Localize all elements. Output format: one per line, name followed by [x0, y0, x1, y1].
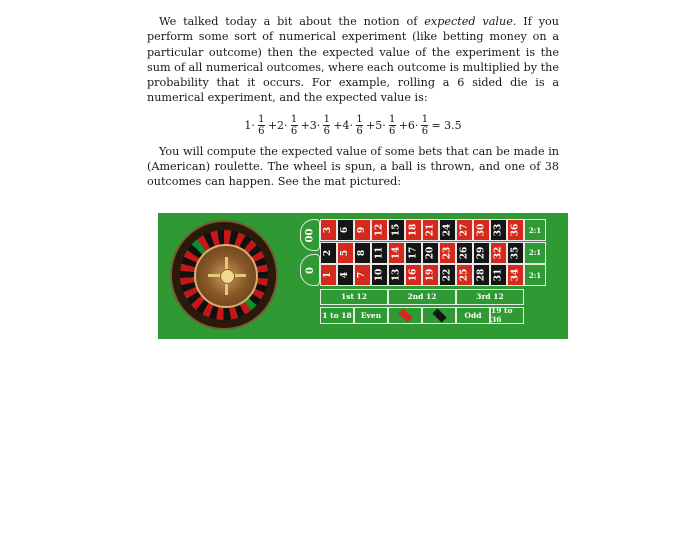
number-label: 26	[459, 246, 470, 259]
zeros-column	[300, 219, 320, 287]
number-chip	[491, 265, 506, 285]
number-label: 15	[391, 223, 402, 237]
equation-fraction	[356, 114, 363, 137]
number-chip	[457, 220, 472, 240]
number-cell[interactable]	[439, 264, 456, 286]
number-label: 13	[391, 268, 402, 282]
column-bet-cell[interactable]: 2:1	[524, 219, 546, 241]
number-label: 7	[357, 271, 368, 279]
number-cell[interactable]	[405, 264, 422, 286]
intro-text-1: We talked today a bit about the notion of	[159, 15, 425, 28]
number-chip	[491, 220, 506, 240]
number-label: 6	[340, 226, 351, 234]
fraction-denominator: 6	[389, 126, 396, 138]
number-label: 28	[476, 268, 487, 282]
fraction-denominator: 6	[258, 126, 265, 138]
number-label: 18	[408, 223, 419, 237]
number-chip	[508, 243, 523, 263]
paragraph-intro	[147, 14, 559, 106]
number-label: 25	[459, 268, 470, 282]
number-chip	[321, 265, 336, 285]
equation-result: = 3.5	[431, 119, 462, 133]
number-cell[interactable]	[422, 264, 439, 286]
number-chip	[423, 265, 438, 285]
fraction-numerator: 1	[290, 114, 298, 126]
number-chip	[389, 265, 404, 285]
number-label: 35	[510, 246, 521, 259]
number-chip	[338, 220, 353, 240]
number-cell[interactable]	[371, 219, 388, 241]
number-chip	[372, 243, 387, 263]
number-label: 29	[476, 246, 487, 259]
number-label: 12	[374, 223, 385, 237]
number-chip	[372, 265, 387, 285]
number-chip	[474, 265, 489, 285]
number-label: 3	[323, 226, 334, 234]
number-label: 1	[323, 271, 334, 279]
number-cell[interactable]	[354, 219, 371, 241]
number-cell[interactable]	[337, 242, 354, 264]
number-label: 23	[442, 246, 453, 259]
number-label: 33	[493, 223, 504, 237]
number-chip	[491, 243, 506, 263]
number-cell[interactable]	[388, 219, 405, 241]
number-label: 11	[374, 246, 385, 259]
number-chip	[406, 243, 421, 263]
number-label: 19	[425, 268, 436, 282]
fraction-numerator: 1	[356, 114, 363, 126]
number-chip	[355, 265, 370, 285]
fraction-numerator: 1	[258, 114, 265, 126]
number-chip	[321, 220, 336, 240]
number-cell[interactable]	[354, 264, 371, 286]
equation-term: +2·	[267, 119, 288, 133]
number-chip	[440, 265, 455, 285]
expected-value-equation	[147, 108, 559, 144]
number-chip	[440, 220, 455, 240]
outside-bet-cell[interactable]: 1 to 18	[320, 307, 354, 324]
number-cell[interactable]	[473, 242, 490, 264]
fraction-denominator: 6	[356, 126, 363, 138]
fraction-numerator: 1	[421, 114, 429, 126]
outside-bet-cell[interactable]: Odd	[456, 307, 490, 324]
number-label: 20	[425, 246, 436, 259]
number-label: 24	[442, 223, 453, 237]
number-cell[interactable]	[473, 264, 490, 286]
number-label: 14	[391, 246, 402, 259]
zero-label: 0	[304, 266, 316, 274]
number-cell[interactable]	[320, 264, 337, 286]
number-cell[interactable]	[388, 242, 405, 264]
double-zero-label: 00	[304, 228, 316, 242]
number-cell[interactable]	[354, 242, 371, 264]
number-cell[interactable]	[388, 264, 405, 286]
number-label: 4	[340, 271, 351, 279]
number-cell[interactable]	[507, 242, 524, 264]
number-cell[interactable]	[456, 264, 473, 286]
number-label: 16	[408, 268, 419, 282]
fraction-numerator: 1	[389, 114, 396, 126]
number-cell[interactable]	[320, 242, 337, 264]
number-chip	[440, 243, 455, 263]
number-label: 34	[510, 268, 521, 282]
number-chip	[406, 220, 421, 240]
equation-term: +5·	[366, 119, 386, 133]
red-bet-cell[interactable]	[388, 307, 422, 324]
number-label: 30	[476, 223, 487, 237]
number-label: 32	[493, 246, 504, 259]
wheel-rim	[170, 220, 278, 330]
dozen-bet-cell[interactable]: 1st 12	[320, 289, 388, 305]
number-cell[interactable]	[422, 242, 439, 264]
number-cell[interactable]	[456, 219, 473, 241]
number-cell[interactable]	[422, 219, 439, 241]
number-chip	[423, 243, 438, 263]
wheel-hub	[220, 269, 235, 284]
number-chip	[423, 220, 438, 240]
number-label: 17	[408, 246, 419, 259]
number-label: 36	[510, 223, 521, 237]
number-label: 31	[493, 268, 504, 282]
number-cell[interactable]	[320, 219, 337, 241]
number-cell[interactable]	[439, 242, 456, 264]
red-diamond-icon	[398, 308, 412, 322]
dozen-bet-cell[interactable]: 3rd 12	[456, 289, 524, 305]
column-bet-cell[interactable]: 2:1	[524, 264, 546, 286]
double-zero-cell[interactable]	[300, 219, 320, 251]
number-chip	[474, 243, 489, 263]
dozen-bet-cell[interactable]: 2nd 12	[388, 289, 456, 305]
number-chip	[406, 265, 421, 285]
number-label: 10	[374, 268, 385, 282]
number-chip	[389, 243, 404, 263]
column-bet-cell[interactable]: 2:1	[524, 242, 546, 264]
black-bet-cell[interactable]	[422, 307, 456, 324]
number-cell[interactable]	[371, 242, 388, 264]
outside-bet-cell[interactable]: 19 to 36	[490, 307, 524, 324]
number-chip	[508, 265, 523, 285]
number-chip	[321, 243, 336, 263]
number-chip	[508, 220, 523, 240]
number-chip	[355, 220, 370, 240]
equation-term: +3·	[300, 119, 321, 133]
outside-bet-cell[interactable]: Even	[354, 307, 388, 324]
black-diamond-icon	[432, 308, 446, 322]
equation-term: +6·	[398, 119, 419, 133]
number-label: 5	[340, 249, 351, 256]
zero-cell[interactable]	[300, 254, 320, 286]
number-chip	[338, 243, 353, 263]
number-cell[interactable]	[473, 219, 490, 241]
number-label: 8	[357, 249, 368, 256]
number-cell[interactable]	[405, 219, 422, 241]
number-cell[interactable]	[490, 219, 507, 241]
number-chip	[389, 220, 404, 240]
number-cell[interactable]	[337, 219, 354, 241]
number-cell[interactable]	[490, 264, 507, 286]
fraction-denominator: 6	[290, 126, 298, 138]
number-label: 9	[357, 226, 368, 234]
number-chip	[457, 265, 472, 285]
number-chip	[457, 243, 472, 263]
number-cell[interactable]	[456, 242, 473, 264]
number-cell[interactable]	[337, 264, 354, 286]
number-chip	[474, 220, 489, 240]
number-cell[interactable]	[405, 242, 422, 264]
equation-fraction	[323, 114, 330, 137]
equation-term: +4·	[333, 119, 353, 133]
roulette-text: You will compute the expected value of some bets that can be made in (American) roulette. The wheel is spun, a ball is thrown, and one of 38 outcomes can happen. See the mat pictured:	[147, 144, 559, 189]
fraction-denominator: 6	[421, 126, 429, 138]
number-label: 2	[323, 249, 334, 256]
number-label: 22	[442, 268, 453, 282]
fraction-numerator: 1	[323, 114, 330, 126]
roulette-mat	[158, 213, 568, 339]
intro-emphasis: expected value.	[424, 15, 517, 28]
equation-fraction	[258, 114, 265, 137]
fraction-denominator: 6	[323, 126, 330, 138]
number-label: 21	[425, 223, 436, 237]
equation-fraction	[421, 114, 428, 137]
number-cell[interactable]	[490, 242, 507, 264]
intro-text-2: If you perform some sort of numerical experiment (like betting money on a particular outcome) then the expected value of the experiment is the sum of all numerical outcomes, where each outcome is multiplied by the probability that it occurs. For example, rolling a 6 sided die is a numerical experiment, and the expected value is:	[147, 15, 560, 105]
number-chip	[372, 220, 387, 240]
number-cell[interactable]	[507, 219, 524, 241]
document	[147, 14, 559, 190]
number-chip	[338, 265, 353, 285]
roulette-wheel	[164, 217, 284, 335]
number-cell[interactable]	[371, 264, 388, 286]
number-cell[interactable]	[439, 219, 456, 241]
number-cell[interactable]	[507, 264, 524, 286]
number-label: 27	[459, 223, 470, 237]
equation-fraction	[291, 114, 298, 137]
equation-fraction	[389, 114, 396, 137]
paragraph-roulette	[147, 144, 559, 190]
equation-term: 1·	[244, 119, 255, 133]
number-chip	[355, 243, 370, 263]
